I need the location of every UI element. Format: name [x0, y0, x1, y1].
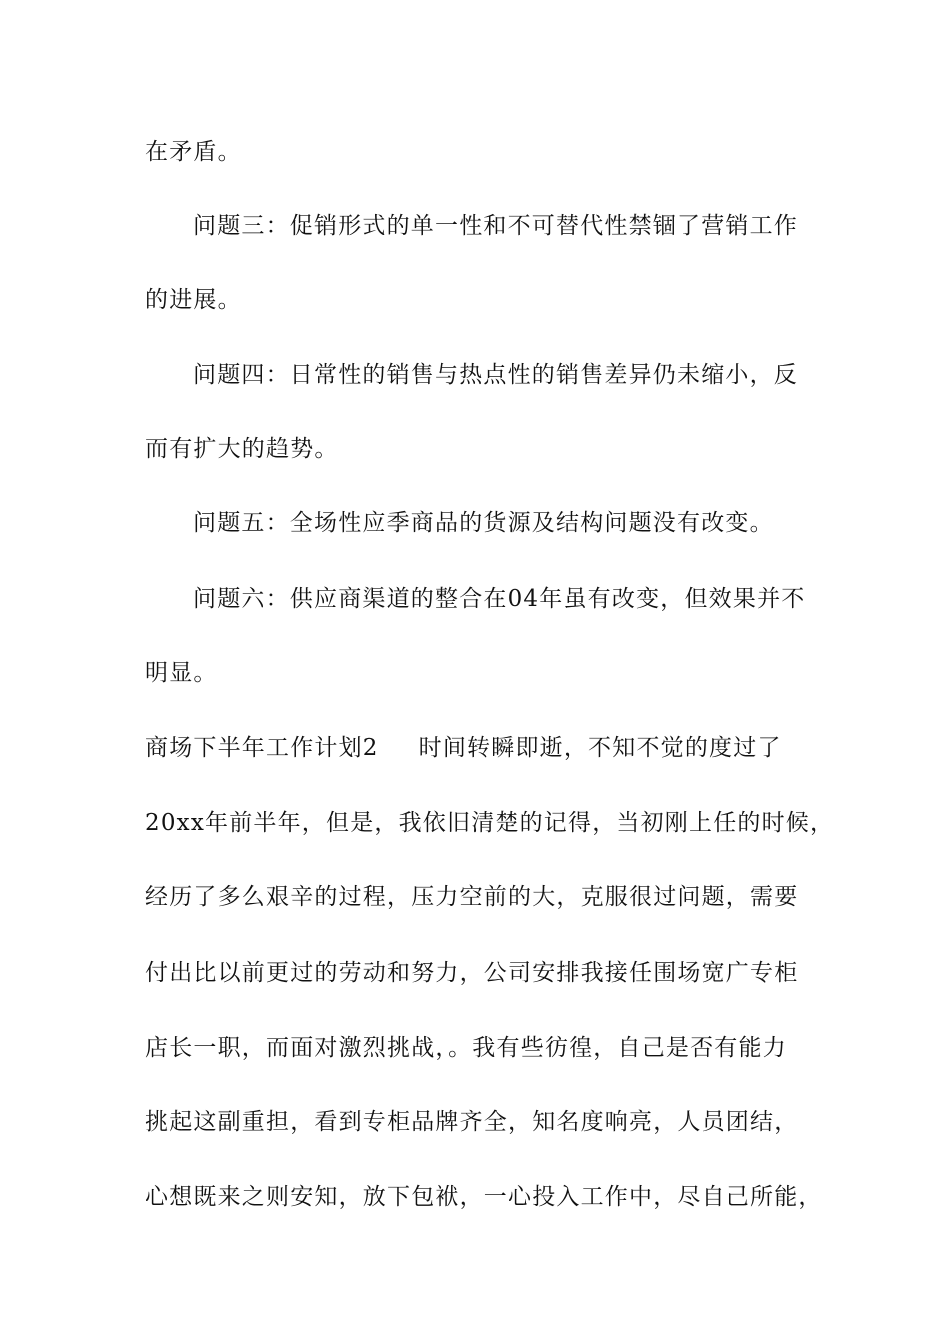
paragraph-line: 经历了多么艰辛的过程，压力空前的大，克服很过问题，需要 — [145, 884, 799, 910]
paragraph-line: 问题五：全场性应季商品的货源及结构问题没有改变。 — [193, 510, 774, 536]
paragraph-line: 20xx年前半年，但是，我依旧清楚的记得，当初刚上任的时候， — [145, 810, 835, 836]
paragraph-line: 而有扩大的趋势。 — [145, 436, 339, 462]
section-first-text: 时间转瞬即逝，不知不觉的度过了 — [418, 735, 782, 761]
paragraph-line: 问题六：供应商渠道的整合在04年虽有改变，但效果并不 — [193, 586, 806, 612]
paragraph-line: 问题四：日常性的销售与热点性的销售差异仍未缩小，反 — [193, 362, 798, 388]
paragraph-line: 问题三：促销形式的单一性和不可替代性禁锢了营销工作 — [193, 213, 798, 239]
paragraph-line: 明显。 — [145, 660, 218, 686]
section-heading: 商场下半年工作计划2 — [145, 735, 379, 761]
paragraph-line: 挑起这副重担，看到专柜品牌齐全，知名度响亮，人员团结， — [145, 1109, 799, 1135]
paragraph-line: 店长一职，而面对激烈挑战，。我有些彷徨，自己是否有能力 — [145, 1035, 787, 1061]
paragraph-line: 在矛盾。 — [145, 139, 242, 165]
paragraph-line: 的进展。 — [145, 287, 242, 313]
paragraph-line: 心想既来之则安知，放下包袱，一心投入工作中，尽自己所能， — [145, 1184, 823, 1210]
paragraph-line: 付出比以前更过的劳动和努力，公司安排我接任围场宽广专柜 — [145, 960, 799, 986]
section-heading-line — [145, 733, 782, 763]
